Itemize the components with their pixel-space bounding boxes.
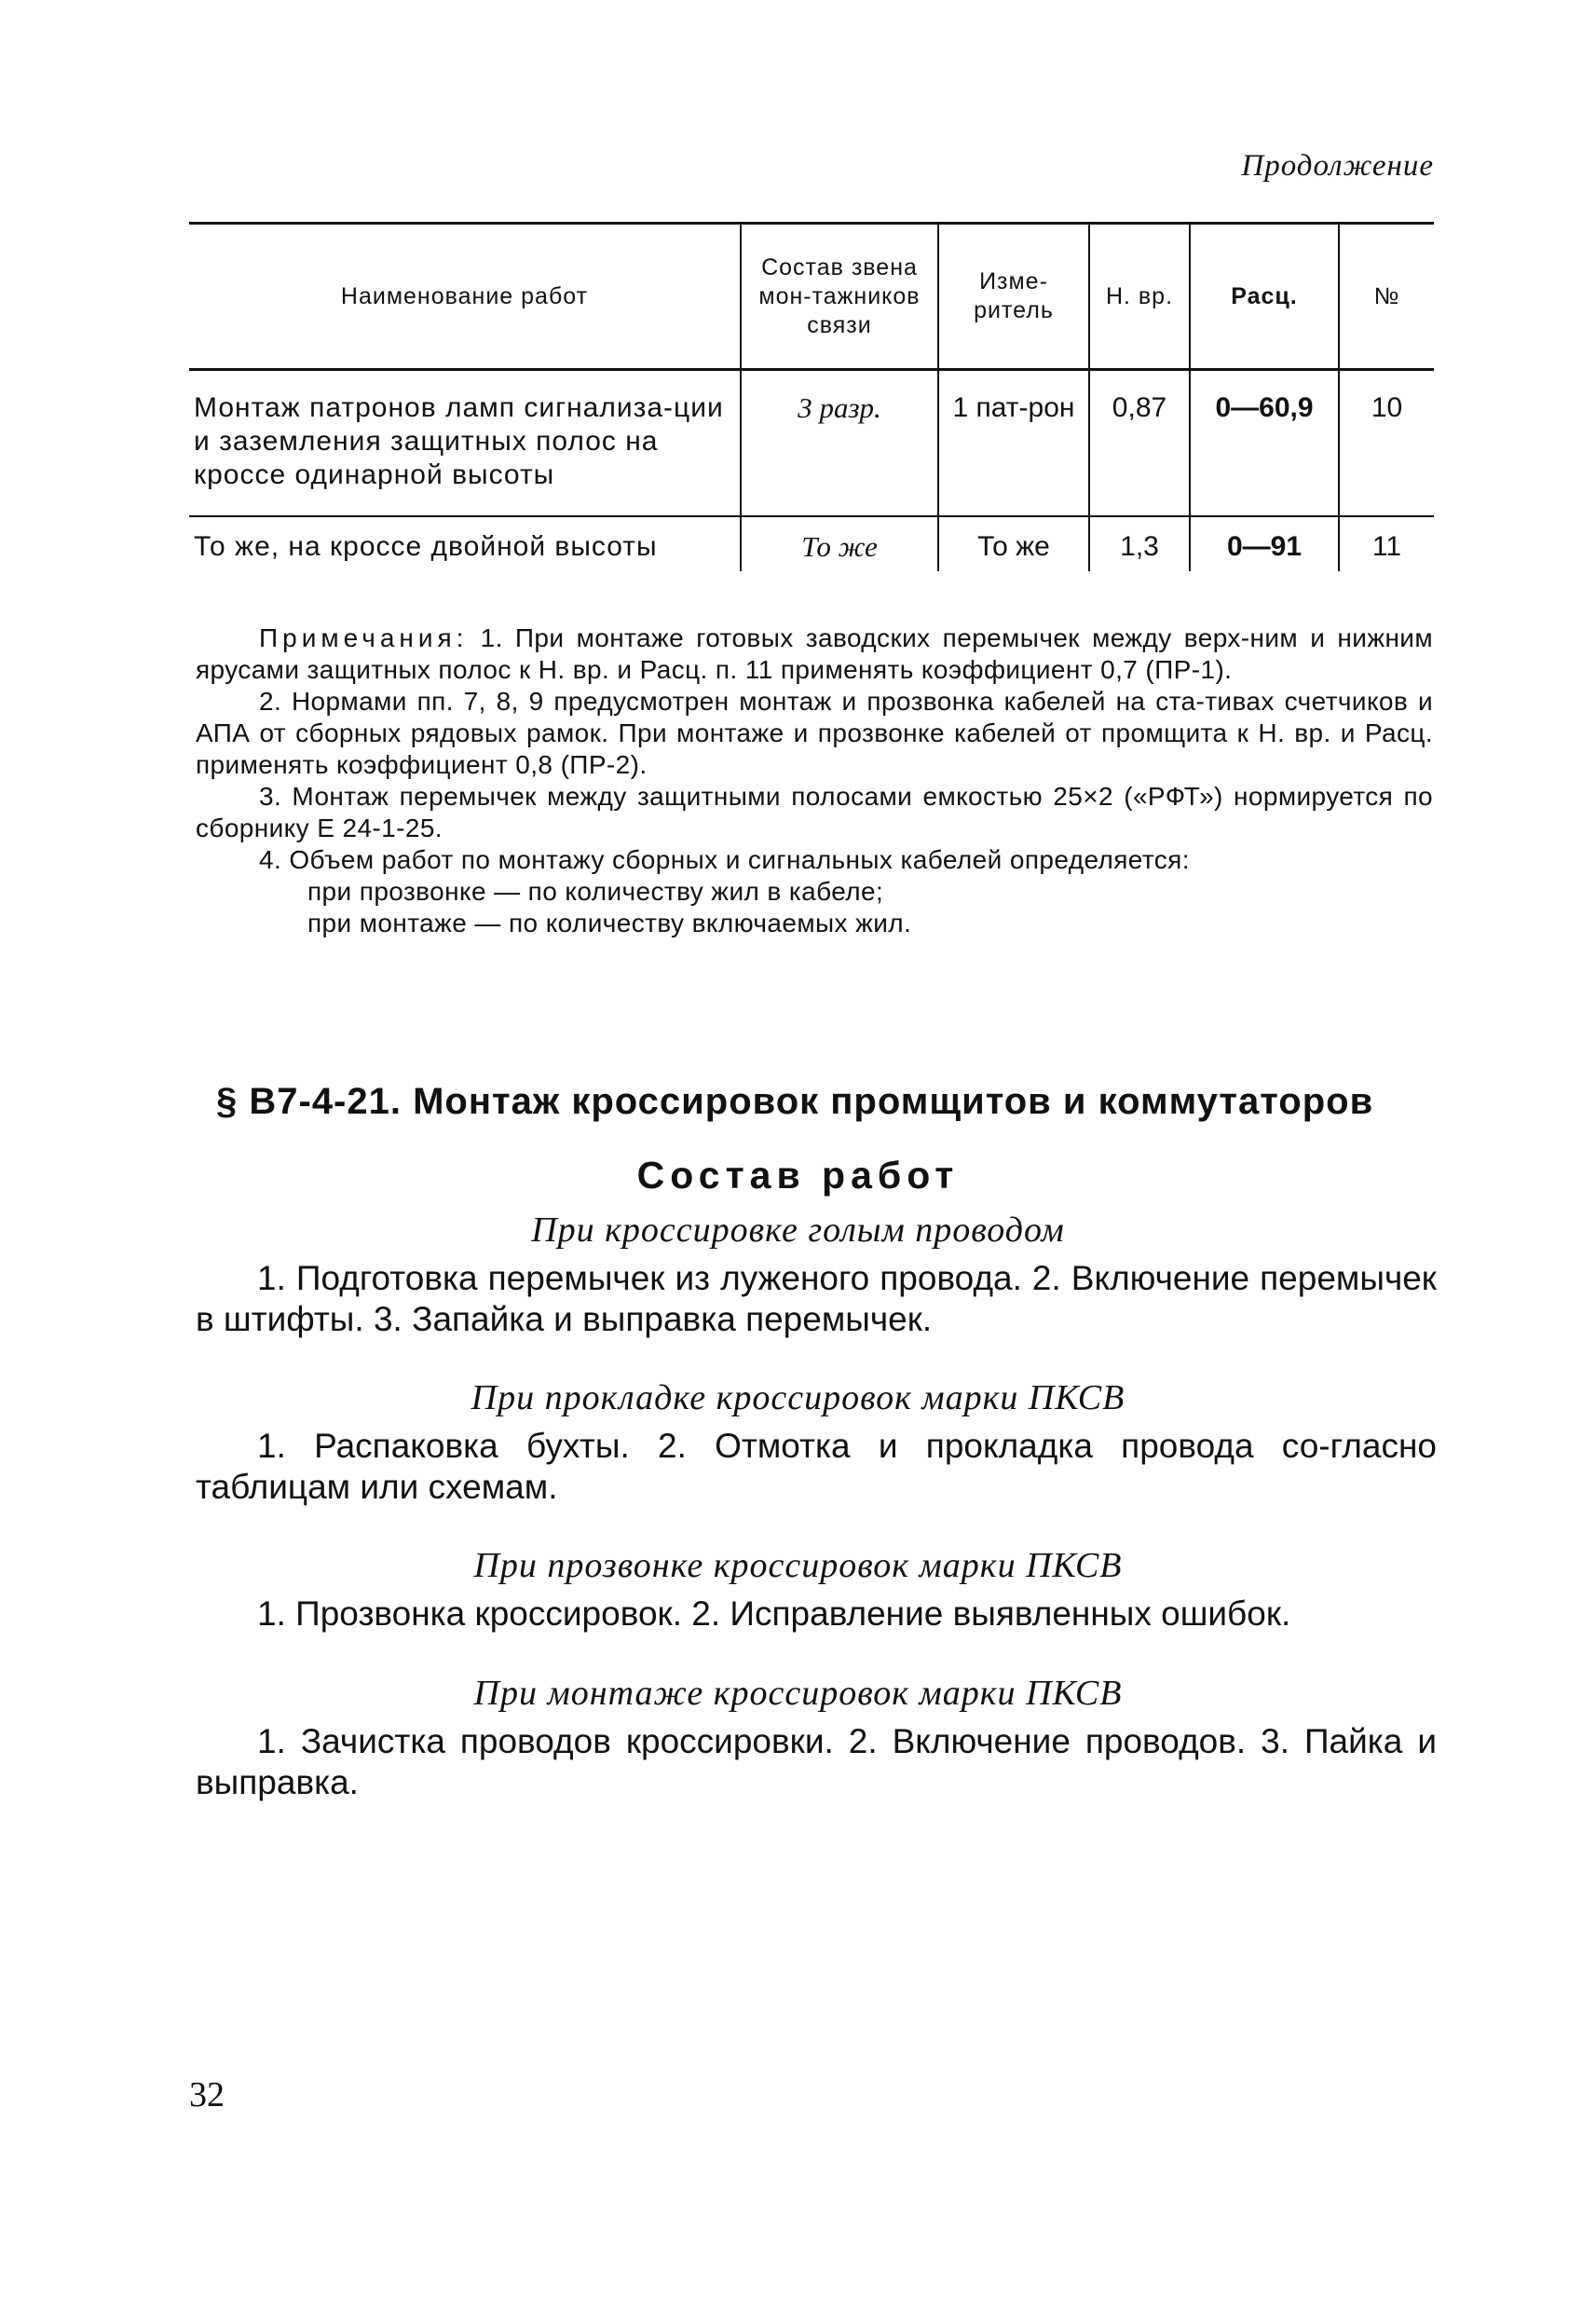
paragraph-bare-wire [196, 1258, 1437, 1340]
cell-rate: 0—91 [1190, 516, 1339, 571]
paragraph-text: 1. Подготовка перемычек из луженого провода. 2. Включение перемычек в штифты. 3. Запайка и выправка перемычек. [196, 1259, 1437, 1338]
cell-time: 1,3 [1089, 516, 1190, 571]
page-number: 32 [189, 2075, 225, 2114]
subheading-mounting: При монтаже кроссировок марки ПКСВ [473, 1674, 1123, 1713]
subheading-bare-wire: При кроссировке голым проводом [531, 1211, 1065, 1250]
table-header-row [189, 224, 1434, 370]
paragraph-laying [196, 1426, 1437, 1508]
cell-crew: 3 разр. [741, 370, 938, 517]
cell-time: 0,87 [1089, 370, 1190, 517]
note-3: 3. Монтаж перемычек между защитными полосами емкостью 25×2 («РФТ») нормируется по сборнику Е 24-1-25. [196, 782, 1433, 842]
continuation-label: Продолжение [1241, 149, 1434, 183]
header-name: Наименование работ [340, 282, 589, 309]
header-rate: Расц. [1190, 224, 1339, 370]
table-row [189, 516, 1434, 571]
notes-label: Примечания: [259, 623, 469, 652]
note-1-text: 1. При монтаже готовых заводских перемычек между верх-ним и нижним ярусами защитных полос к Н. вр. и Расц. п. 11 применять коэффициент 0,7 (ПР-1). [196, 623, 1434, 684]
paragraph-testing [196, 1594, 1437, 1635]
norms-table [189, 222, 1434, 571]
header-crew: Состав звена мон-тажников связи [741, 224, 938, 370]
header-num: № [1339, 224, 1434, 370]
subheading-testing: При прозвонке кроссировок марки ПКСВ [473, 1546, 1123, 1585]
notes-block [196, 622, 1433, 939]
header-unit: Изме-ритель [938, 224, 1089, 370]
note-4a: при прозвонке — по количеству жил в кабеле; [307, 877, 884, 906]
paragraph-text: 1. Зачистка проводов кроссировки. 2. Включение проводов. 3. Пайка и выправка. [196, 1722, 1437, 1801]
paragraph-text: 1. Распаковка бухты. 2. Отмотка и прокладка провода со-гласно таблицам или схемам. [196, 1427, 1437, 1506]
note-4b: при монтаже — по количеству включаемых жил. [307, 909, 912, 937]
section-title: § В7-4-21. Монтаж кроссировок промщитов и коммутаторов [216, 1081, 1374, 1122]
cell-crew: То же [741, 516, 938, 571]
cell-num: 11 [1339, 516, 1434, 571]
composition-title: Состав работ [636, 1154, 960, 1197]
cell-unit: То же [938, 516, 1089, 571]
subheading-laying: При прокладке кроссировок марки ПКСВ [471, 1378, 1125, 1417]
cell-name: Монтаж патронов ламп сигнализа-ции и заземления защитных полос на кроссе одинарной высоты [194, 392, 724, 490]
paragraph-text: 1. Прозвонка кроссировок. 2. Исправление выявленных ошибок. [257, 1594, 1291, 1633]
cell-rate: 0—60,9 [1190, 370, 1339, 517]
header-time: Н. вр. [1089, 224, 1190, 370]
paragraph-mounting [196, 1721, 1437, 1803]
cell-unit: 1 пат-рон [938, 370, 1089, 517]
note-4: 4. Объем работ по монтажу сборных и сигнальных кабелей определяется: [259, 845, 1190, 874]
note-1 [196, 622, 1433, 686]
cell-name: То же, на кроссе двойной высоты [194, 531, 658, 562]
cell-num: 10 [1339, 370, 1434, 517]
table-row [189, 370, 1434, 517]
note-2: 2. Нормами пп. 7, 8, 9 предусмотрен монтаж и прозвонка кабелей на ста-тивах счетчиков и АПА от сборных рядовых рамок. При монтаже и прозвонке кабелей от промщита к Н. вр. и Расц. применять коэффициент 0,8 (ПР-2). [196, 687, 1433, 779]
